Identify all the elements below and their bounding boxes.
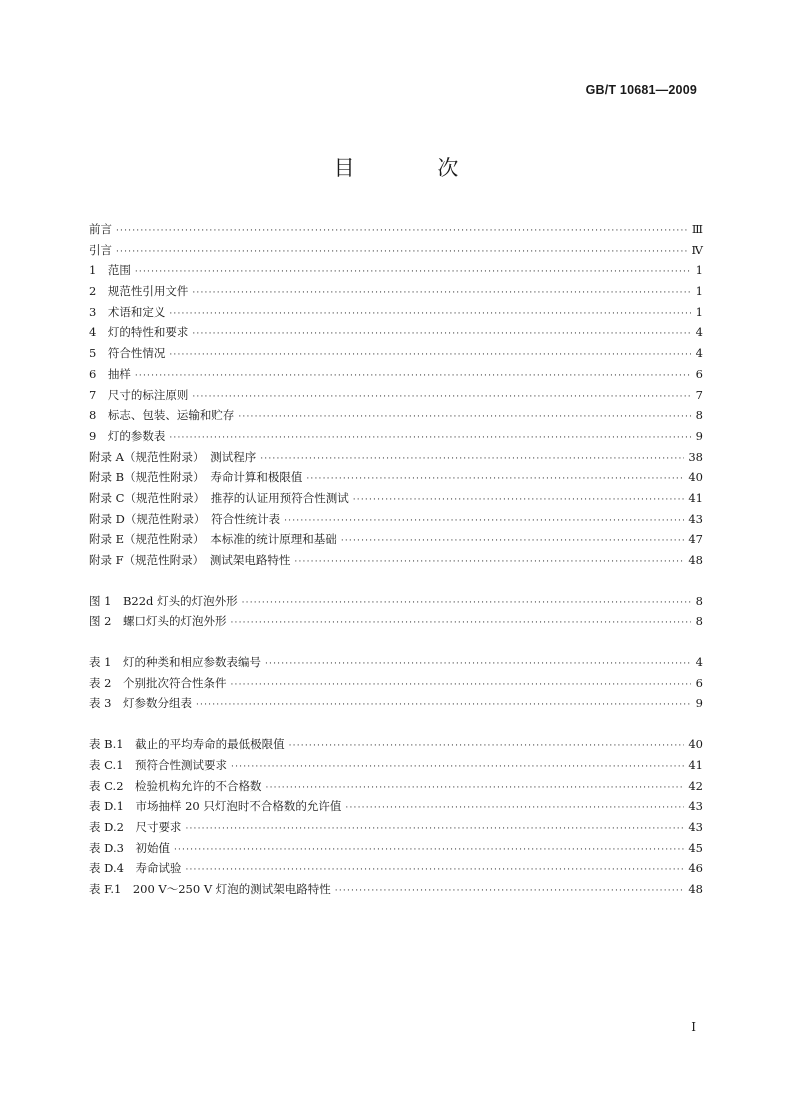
toc-dot-leader (266, 778, 685, 799)
toc-entry-page: 45 (688, 840, 703, 855)
toc-entry-label: 1 范围 (89, 263, 131, 278)
toc-entry[interactable] (89, 652, 703, 673)
toc-entry-label: 表 B.1 截止的平均寿命的最低极限值 (89, 737, 285, 752)
toc-entry[interactable] (89, 858, 703, 879)
toc-entry-label: 表 2 个别批次符合性条件 (89, 675, 227, 690)
toc-dot-leader (284, 511, 684, 532)
toc-entry-label: 3 术语和定义 (89, 304, 166, 319)
toc-entry[interactable] (89, 364, 703, 385)
toc-dot-leader (174, 840, 684, 861)
toc-dot-leader (238, 407, 691, 428)
toc-entry-page: 47 (688, 532, 703, 547)
toc-dot-leader (231, 757, 684, 778)
toc-tables-group (89, 652, 703, 714)
toc-entry-page: 6 (695, 675, 703, 690)
toc-entry[interactable] (89, 550, 703, 571)
toc-entry-page: 42 (688, 778, 703, 793)
toc-dot-leader (169, 428, 691, 449)
toc-entry[interactable] (89, 447, 703, 468)
toc-dot-leader (192, 283, 691, 304)
toc-dot-leader (116, 242, 688, 263)
toc-entry-label: 8 标志、包装、运输和贮存 (89, 408, 235, 423)
toc-entry-page: 46 (688, 861, 703, 876)
toc-entry[interactable] (89, 405, 703, 426)
toc-dot-leader (135, 366, 691, 387)
toc-entry-label: 附录 F（规范性附录） 测试架电路特性 (89, 553, 291, 567)
toc-dot-leader (169, 345, 691, 366)
toc-entry-label: 5 符合性情况 (89, 346, 166, 361)
toc-entry-page: 1 (695, 284, 703, 299)
toc-dot-leader (341, 531, 685, 552)
toc-dot-leader (335, 881, 685, 902)
toc-entry[interactable] (89, 838, 703, 859)
toc-entry-page: 41 (688, 490, 703, 505)
toc-entry[interactable] (89, 796, 703, 817)
toc-entry-page: 6 (695, 366, 703, 381)
toc-dot-leader (116, 221, 688, 242)
toc-entry-label: 附录 E（规范性附录） 本标准的统计原理和基础 (89, 532, 337, 547)
toc-entry-page: 1 (695, 304, 703, 319)
toc-entry-page: 9 (695, 428, 703, 443)
toc-annex-tables-group (89, 734, 703, 900)
toc-entry-page: 8 (695, 593, 703, 608)
toc-entry-page: 4 (695, 325, 703, 340)
page-number: I (691, 1020, 696, 1034)
toc-entry[interactable] (89, 776, 703, 797)
toc-entry-label: 图 2 螺口灯头的灯泡外形 (89, 614, 227, 629)
toc-entry-label: 前言 (89, 222, 112, 236)
toc-entry-page: 43 (688, 511, 703, 526)
toc-main-group (89, 219, 703, 571)
toc-entry-page: 48 (688, 553, 703, 567)
toc-entry-page: 7 (695, 387, 703, 402)
toc-entry[interactable] (89, 219, 703, 240)
toc-entry-page: 8 (695, 408, 703, 423)
toc-entry[interactable] (89, 879, 703, 900)
toc-entry-page: 8 (695, 614, 703, 629)
toc-dot-leader (192, 324, 691, 345)
toc-entry-label: 表 C.2 检验机构允许的不合格数 (89, 778, 262, 793)
toc-entry-label: 表 C.1 预符合性测试要求 (89, 757, 228, 772)
page-title: 目 次 (333, 156, 497, 180)
toc-entry[interactable] (89, 488, 703, 509)
toc-entry-label: 附录 A（规范性附录） 测试程序 (89, 449, 257, 464)
toc-dot-leader (185, 819, 684, 840)
toc-entry[interactable] (89, 509, 703, 530)
toc-dot-leader (242, 593, 691, 614)
toc-entry-page: 41 (688, 757, 703, 772)
toc-entry-label: 引言 (89, 242, 112, 257)
toc-entry-label: 附录 C（规范性附录） 推荐的认证用预符合性测试 (89, 490, 349, 505)
toc-entry[interactable] (89, 281, 703, 302)
toc-entry-page: 4 (695, 655, 703, 670)
standard-code: GB/T 10681—2009 (585, 83, 697, 97)
toc-entry[interactable] (89, 302, 703, 323)
toc-dot-leader (169, 304, 691, 325)
toc-entry[interactable] (89, 611, 703, 632)
toc-entry[interactable] (89, 467, 703, 488)
toc-dot-leader (230, 613, 691, 634)
toc-dot-leader (289, 736, 685, 757)
toc-entry-page: 4 (695, 346, 703, 361)
toc-entry-label: 表 F.1 200 V～250 V 灯泡的测试架电路特性 (89, 881, 331, 896)
toc-entry-page: 43 (688, 799, 703, 814)
toc-entry-label: 表 3 灯参数分组表 (89, 696, 192, 711)
toc-dot-leader (196, 695, 691, 716)
toc-entry-label: 附录 B（规范性附录） 寿命计算和极限值 (89, 470, 303, 485)
toc-entry-label: 9 灯的参数表 (89, 428, 166, 443)
toc-dot-leader (192, 387, 691, 408)
toc-entry-page: 40 (688, 737, 703, 752)
toc-dot-leader (353, 490, 685, 511)
toc-dot-leader (265, 654, 691, 675)
toc-entry-label: 表 D.4 寿命试验 (89, 861, 182, 876)
toc-dot-leader (230, 675, 691, 696)
toc-entry[interactable] (89, 817, 703, 838)
toc-entry[interactable] (89, 260, 703, 281)
toc-entry-label: 表 D.2 尺寸要求 (89, 819, 182, 834)
toc-entry-page: 48 (688, 881, 703, 896)
toc-dot-leader (260, 449, 684, 470)
toc-entry-label: 7 尺寸的标注原则 (89, 387, 189, 402)
toc-entry-label: 表 D.1 市场抽样 20 只灯泡时不合格数的允许值 (89, 799, 342, 814)
toc-entry[interactable] (89, 673, 703, 694)
toc-dot-leader (306, 469, 684, 490)
toc-entry[interactable] (89, 755, 703, 776)
toc-entry[interactable] (89, 343, 703, 364)
toc-entry[interactable] (89, 322, 703, 343)
toc-entry-page: 40 (688, 470, 703, 485)
toc-dot-leader (294, 552, 684, 573)
toc-entry-page: 9 (695, 696, 703, 711)
toc-entry[interactable] (89, 591, 703, 612)
toc-entry-page: 1 (695, 263, 703, 278)
toc-entry[interactable] (89, 240, 703, 261)
toc-figures-group (89, 591, 703, 632)
toc-dot-leader (185, 860, 684, 881)
toc-entry-label: 表 D.3 初始值 (89, 840, 170, 855)
toc-entry-label: 图 1 B22d 灯头的灯泡外形 (89, 593, 238, 608)
toc-entry-label: 附录 D（规范性附录） 符合性统计表 (89, 511, 281, 526)
toc-entry[interactable] (89, 529, 703, 550)
toc-entry[interactable] (89, 385, 703, 406)
toc-entry-label: 4 灯的特性和要求 (89, 325, 189, 340)
toc-entry-label: 表 1 灯的种类和相应参数表编号 (89, 655, 261, 670)
toc-entry-page: Ⅳ (691, 242, 703, 257)
toc-entry-page: 38 (688, 449, 703, 464)
table-of-contents (89, 219, 703, 900)
toc-entry-label: 2 规范性引用文件 (89, 284, 189, 299)
toc-entry[interactable] (89, 426, 703, 447)
toc-entry-page: 43 (688, 819, 703, 834)
toc-entry-page: Ⅲ (691, 222, 703, 236)
toc-dot-leader (345, 798, 684, 819)
toc-dot-leader (135, 262, 691, 283)
toc-entry[interactable] (89, 734, 703, 755)
toc-entry-label: 6 抽样 (89, 366, 131, 381)
toc-entry[interactable] (89, 693, 703, 714)
